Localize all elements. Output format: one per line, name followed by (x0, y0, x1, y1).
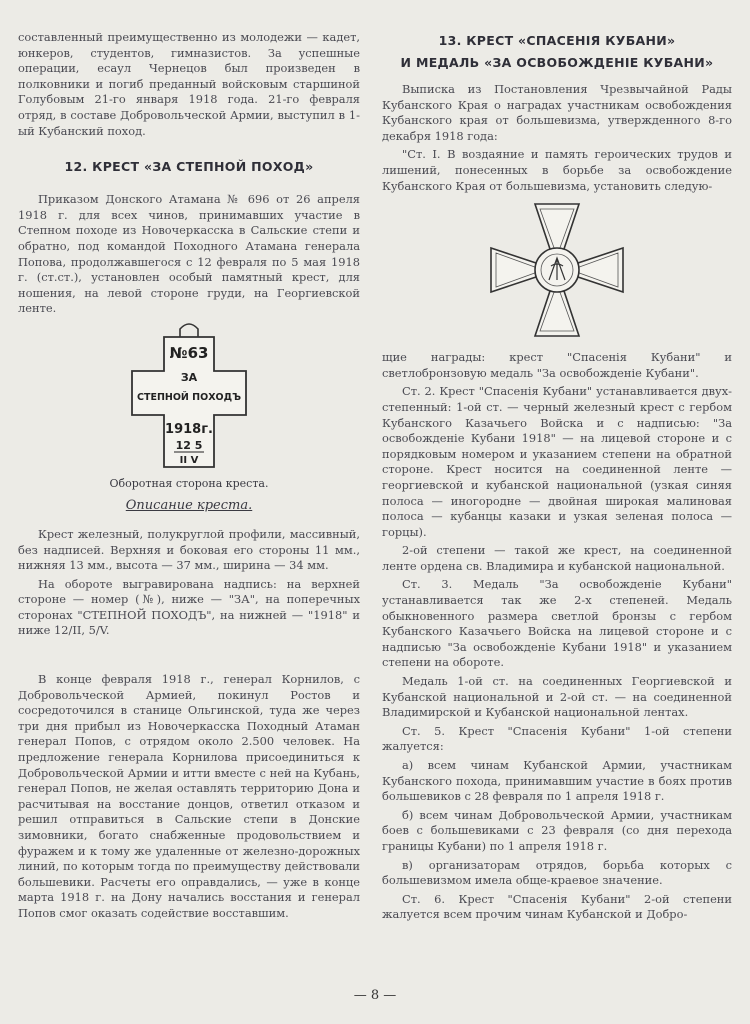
right-paragraph-4: Ст. 2. Крест "Спасенія Кубани" устанавливается двух-степенный: 1-ой ст. — черный железный крест с гербом Кубанского Казачьего Войска и с надписью: "За освобожденіе Кубани 1918" — на лицевой стороне и с порядковым номером и указанием степени на обратной стороне. Крест носится на соединенной ленте — георгиевской и кубанской национальной (узкая синяя полоса — иногородне — двойная широкая малиновая полоса — кубанцы казаки и узкая зеленая полоса — горцы). (382, 384, 732, 539)
section-13-heading-line1: 13. КРЕСТ «СПАСЕНІЯ КУБАНИ» (438, 33, 676, 48)
section-12-heading: 12. КРЕСТ «ЗА СТЕПНОЙ ПОХОД» (64, 159, 314, 175)
section-13-heading-line2: И МЕДАЛЬ «ЗА ОСВОБОЖДЕНІЕ КУБАНИ» (400, 55, 714, 70)
page-number: — 8 — (353, 988, 397, 1003)
kuban-cross-figure (487, 200, 627, 340)
right-paragraph-12: Ст. 6. Крест "Спасенія Кубани" 2-ой степени жалуется всем прочим чинам Кубанской и Добро- (382, 891, 732, 922)
right-column (382, 30, 732, 926)
description-paragraph-1: Крест железный, полукруглой профили, массивный, без надписей. Верхняя и боковая его стороны 11 мм., нижняя 13 мм., высота — 37 мм., ширина — 34 мм. (18, 526, 360, 573)
right-paragraph-7: Медаль 1-ой ст. на соединенных Георгиевской и Кубанской национальной и 2-ой ст. — на соединенной Владимирской и Кубанской национальной лентах. (382, 674, 732, 720)
cross-text-months: II V (179, 454, 199, 466)
right-paragraph-6: Ст. 3. Медаль "За освобожденіе Кубани" устанавливается так же 2-х степеней. Медаль обыкновенного размера светлой бронзы с гербом Кубанского Казачьего Войска на лицевой стороне и с надписью "За освобожденіе Кубани 1918" и указанием степени на обороте. (382, 577, 732, 670)
right-paragraph-10: б) всем чинам Добровольческой Армии, участникам боев с большевиками с 23 февраля (со дня перехода границы Кубани) по 1 апреля 1918 г. (382, 807, 732, 853)
right-paragraph-9: а) всем чинам Кубанской Армии, участникам Кубанского похода, принимавшим участие в боях против большевиков с 28 февраля по 1 апреля 1918 г. (382, 758, 732, 804)
cross-text-days: 12 5 (175, 438, 203, 452)
right-paragraph-11: в) организаторам отрядов, борьба которых с большевизмом имела обще-краевое значение. (382, 857, 732, 888)
intro-paragraph: составленный преимущественно из молодежи — кадет, юнкеров, студентов, гимназистов. За успешные операции, есаул Чернецов был произведен в полковники и погиб преданный войсковым старшиной Голубовым 21-го января 1918 года. 21-го февраля отряд, в составе Добровольческой Армии, выступил в 1-ый Кубанский поход. (18, 30, 360, 138)
description-paragraph-2: На обороте выгравирована надпись: на верхней стороне — номер (№), ниже — "ЗА", на поперечных сторонах "СТЕПНОЙ ПОХОДЪ", на нижней — "1918" и ниже 12/II, 5/V. (18, 576, 360, 638)
cross-ring (180, 324, 198, 337)
cross-text-pokhod: СТЕПНОЙ ПОХОДЪ (137, 391, 241, 403)
cross-text-year: 1918г. (165, 421, 213, 437)
right-paragraph-1: Выписка из Постановления Чрезвычайной Рады Кубанского Края о наградах участникам освобождения Кубанского края от большевизма, утвержденного 8-го декабря 1918 года: (382, 82, 732, 143)
right-paragraph-8: Ст. 5. Крест "Спасенія Кубани" 1-ой степени жалуется: (382, 723, 732, 754)
left-column (18, 30, 360, 925)
cross-caption: Оборотная сторона креста. (109, 476, 269, 490)
cross-text-za: ЗА (180, 370, 198, 384)
section-12-paragraph: Приказом Донского Атамана № 696 от 26 апреля 1918 г. для всех чинов, принимавших участие в Степном походе из Новочеркасска в Сальские степи и обратно, под командой Походного Атамана генерала Попова, продолжавшегося с 12 февраля по 5 мая 1918 г. (ст.ст.), установлен особый памятный крест, для ношения, на левой стороне груди, на Георгиевской ленте. (18, 192, 360, 316)
description-subheading: Описание креста. (125, 497, 253, 513)
stepnoy-cross-figure (126, 321, 252, 471)
cross-number: №63 (169, 343, 209, 362)
history-paragraph: В конце февраля 1918 г., генерал Корнилов, с Добровольческой Армией, покинул Ростов и сосредоточился в станице Ольгинской, туда же через три дня прибыл из Новочеркасска Походный Атаман генерал Попов, с отрядом около 2.500 человек. На предложение генерала Корнилова присоединиться к Добровольческой Армии и итти вместе с ней на Кубань, генерал Попов, не желая оставлять территорию Дона и расчитывая на восстание донцов, ответил отказом и решил отправиться в Сальские степи в Донские зимовники, богато снабженные продовольствием и фуражем и к тому же удаленные от железно-дорожных линий, по которым тогда по преимуществу действовали большевики. Расчеты его оправдались, — уже в конце марта 1918 г. на Дону начались восстания и генерал Попов смог оказать содействие восставшим. (18, 672, 360, 920)
right-paragraph-3: щие награды: крест "Спасенія Кубани" и светлобронзовую медаль "За освобожденіе Кубани". (382, 350, 732, 380)
right-paragraph-2: "Ст. I. В воздаяние и память героических трудов и лишений, понесенных в борьбе за освобождение Кубанского Края от большевизма, установить следую- (382, 147, 732, 193)
right-paragraph-5: 2-ой степени — такой же крест, на соединенной ленте ордена св. Владимира и кубанской национальной. (382, 543, 732, 573)
